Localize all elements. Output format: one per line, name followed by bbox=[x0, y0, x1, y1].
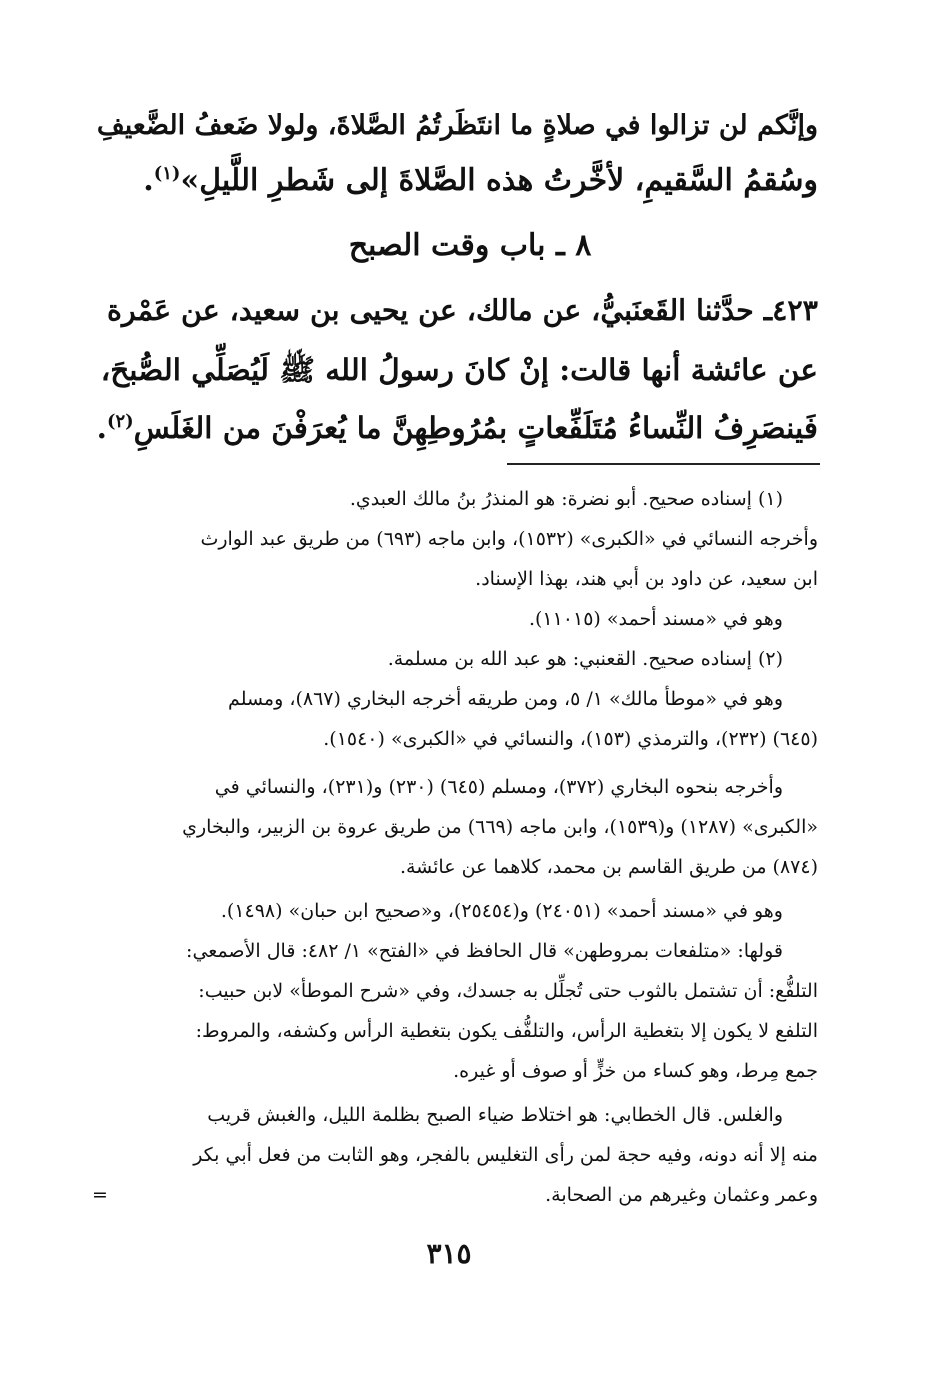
hadith-423-line-2 bbox=[98, 400, 818, 450]
footnote-line-13 bbox=[103, 976, 818, 1006]
footnote-line-18 bbox=[103, 1180, 818, 1210]
footnote-line-5 bbox=[103, 644, 783, 674]
footnote-line-16 bbox=[103, 1100, 783, 1130]
footnote-line-4-text: وهو في «مسند أحمد» (١١٠١٥). bbox=[528, 608, 783, 630]
footnote-line-7 bbox=[103, 724, 818, 754]
footnote-line-9-text: «الكبرى» (١٢٨٧) و(١٥٣٩)، وابن ماجه (٦٦٩) من طريق عروة بن الزبير، والبخاري bbox=[182, 816, 818, 838]
chapter-heading bbox=[100, 224, 840, 268]
footnote-line-1 bbox=[103, 484, 783, 514]
footnote-ref-2: (٢) bbox=[106, 411, 134, 432]
hadith-422-line-2-text: وسُقمُ السَّقيمِ، لأخَّرتُ هذه الصَّلاةَ إلى شَطرِ اللَّيلِ» bbox=[180, 163, 818, 198]
footnote-line-3 bbox=[103, 564, 818, 594]
footnote-line-6-text: وهو في «موطأ مالك» ١/ ٥، ومن طريقه أخرجه البخاري (٨٦٧)، ومسلم bbox=[228, 688, 783, 710]
footnote-ref-1: (١) bbox=[153, 163, 181, 184]
hadith-423-line-2-end: . bbox=[96, 409, 107, 445]
footnote-line-15-text: جمع مِرط، وهو كساء من خزٍّ أو صوف أو غيره. bbox=[453, 1060, 818, 1082]
footnote-line-13-text: التلفُّع: أن تشتمل بالثوب حتى تُجلِّل به جسدك، وفي «شرح الموطأ» لابن حبيب: bbox=[198, 980, 818, 1002]
page-number bbox=[399, 1234, 499, 1274]
footnote-line-1-text: (١) إسناده صحيح. أبو نضرة: هو المنذرُ بنُ مالك العبدي. bbox=[349, 488, 783, 510]
footnote-line-12-text: قولها: «متلفعات بمروطهن» قال الحافظ في «الفتح» ١/ ٤٨٢: قال الأصمعي: bbox=[186, 940, 783, 962]
hadith-423-line-1 bbox=[98, 348, 818, 392]
hadith-423-isnad bbox=[98, 288, 818, 332]
hadith-422-line-2 bbox=[98, 152, 818, 203]
footnote-line-4 bbox=[103, 604, 783, 634]
continuation-mark-text: = bbox=[92, 1184, 108, 1206]
hadith-422-line-1-text: وإنَّكم لن تزالوا في صلاةٍ ما انتَظَرتُمُ الصَّلاةَ، ولولا ضَعفُ الضَّعيفِ bbox=[96, 110, 818, 141]
continuation-mark bbox=[90, 1180, 110, 1210]
hadith-423-line-2-text: فَينصَرِفُ النِّساءُ مُتَلَفِّعاتٍ بمُرُوطِهِنَّ ما يُعرَفْنَ من الغَلَسِ bbox=[133, 409, 818, 445]
footnote-line-10-text: (٨٧٤) من طريق القاسم بن محمد، كلاهما عن عائشة. bbox=[399, 856, 818, 878]
footnote-line-14-text: التلفع لا يكون إلا بتغطية الرأس، والتلفُّف يكون بتغطية الرأس وكشفه، والمروط: bbox=[195, 1020, 818, 1042]
footnote-line-11-text: وهو في «مسند أحمد» (٢٤٠٥١) و(٢٥٤٥٤)، و«صحيح ابن حبان» (١٤٩٨). bbox=[220, 900, 783, 922]
footnote-line-7-text: (٦٤٥) (٢٣٢)، والترمذي (١٥٣)، والنسائي في «الكبرى» (١٥٤٠). bbox=[323, 728, 818, 750]
hadith-422-line-2-end: . bbox=[143, 163, 154, 198]
footnote-line-15 bbox=[103, 1056, 818, 1086]
footnote-line-2 bbox=[103, 524, 818, 554]
footnote-line-12 bbox=[103, 936, 783, 966]
footnote-line-16-text: والغلس. قال الخطابي: هو اختلاط ضياء الصبح بظلمة الليل، والغبش قريب bbox=[207, 1104, 783, 1126]
hadith-423-line-1-text: عن عائشة أنها قالت: إنْ كانَ رسولُ الله ﷺ لَيُصَلِّي الصُّبحَ، bbox=[100, 352, 818, 387]
footnote-line-5-text: (٢) إسناده صحيح. القعنبي: هو عبد الله بن مسلمة. bbox=[387, 648, 783, 670]
chapter-heading-text: ٨ ـ باب وقت الصبح bbox=[348, 228, 592, 263]
hadith-422-line-1 bbox=[98, 104, 818, 148]
footnote-line-17 bbox=[103, 1140, 818, 1170]
footnote-separator bbox=[507, 463, 820, 465]
footnote-line-8-text: وأخرجه بنحوه البخاري (٣٧٢)، ومسلم (٦٤٥) (٢٣٠) و(٢٣١)، والنسائي في bbox=[214, 776, 783, 798]
footnote-line-2-text: وأخرجه النسائي في «الكبرى» (١٥٣٢)، وابن ماجه (٦٩٣) من طريق عبد الوارث bbox=[200, 528, 818, 550]
hadith-423-isnad-text: ٤٢٣ـ حدَّثنا القَعنَبيُّ، عن مالك، عن يحيى بن سعيد، عن عَمْرة bbox=[106, 293, 818, 327]
footnote-line-18-text: وعمر وعثمان وغيرهم من الصحابة. bbox=[545, 1184, 818, 1206]
footnote-line-11 bbox=[103, 896, 783, 926]
footnote-line-6 bbox=[103, 684, 783, 714]
page-number-text: ٣١٥ bbox=[426, 1237, 472, 1270]
footnote-line-17-text: منه إلا أنه دونه، وفيه حجة لمن رأى التغليس بالفجر، وهو الثابت من فعل أبي بكر bbox=[193, 1144, 818, 1166]
footnote-line-3-text: ابن سعيد، عن داود بن أبي هند، بهذا الإسناد. bbox=[475, 568, 818, 590]
footnote-line-9 bbox=[103, 812, 818, 842]
footnote-line-8 bbox=[103, 772, 783, 802]
footnote-line-10 bbox=[103, 852, 818, 882]
footnote-line-14 bbox=[103, 1016, 818, 1046]
